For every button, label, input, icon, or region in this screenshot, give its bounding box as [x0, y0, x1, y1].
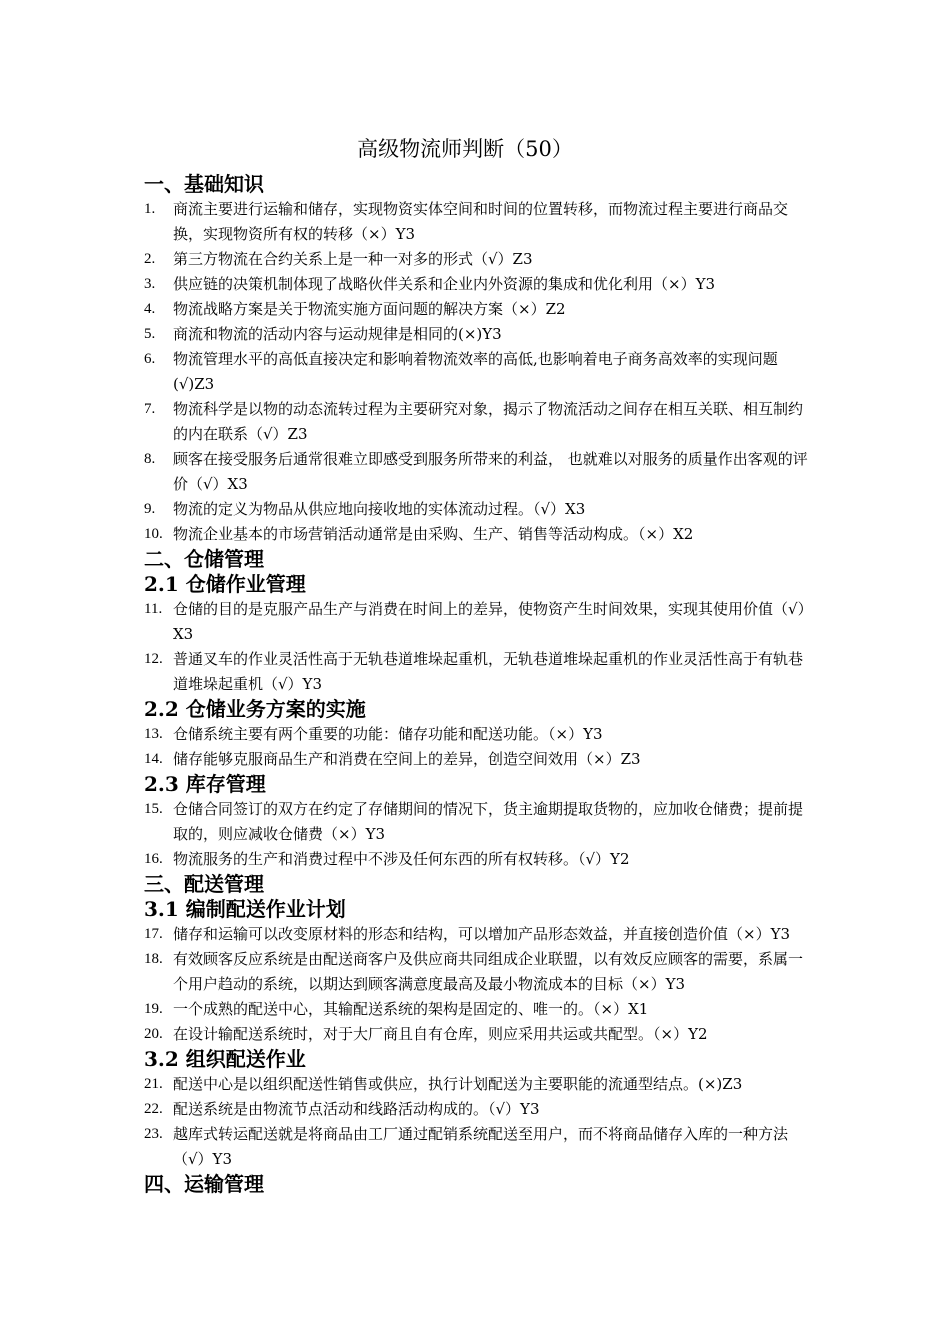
item-text: 配送系统是由物流节点活动和线路活动构成的。（√）Y3	[173, 1100, 540, 1118]
list-item	[144, 397, 812, 447]
list-item	[144, 347, 812, 397]
item-text: 仓储的目的是克服产品生产与消费在时间上的差异，使物资产生时间效果，实现其使用价值（√）X3	[173, 600, 806, 643]
list-item	[144, 322, 812, 347]
item-number: 19.	[144, 1001, 163, 1017]
section-heading: 四、运输管理	[144, 1172, 264, 1196]
list-item	[144, 197, 812, 247]
item-number: 8.	[144, 451, 156, 467]
list-item	[144, 747, 812, 772]
list-item	[144, 997, 812, 1022]
item-number: 22.	[144, 1101, 163, 1117]
section-heading: 三、配送管理	[144, 872, 264, 896]
section-heading: 2.2 仓储业务方案的实施	[144, 697, 366, 721]
item-number: 2.	[144, 251, 156, 267]
item-number: 12.	[144, 651, 163, 667]
list-item	[144, 722, 812, 747]
section-heading: 二、仓储管理	[144, 547, 264, 571]
item-number: 1.	[144, 201, 156, 217]
section-heading: 2.3 库存管理	[144, 772, 266, 796]
item-text: 物流管理水平的高低直接决定和影响着物流效率的高低,也影响着电子商务高效率的实现问题(√)Z3	[173, 350, 778, 393]
item-number: 16.	[144, 851, 163, 867]
list-item	[144, 1122, 812, 1172]
item-text: 第三方物流在合约关系上是一种一对多的形式（√）Z3	[173, 250, 533, 268]
item-number: 6.	[144, 351, 156, 367]
item-number: 11.	[144, 601, 163, 617]
item-text: 物流科学是以物的动态流转过程为主要研究对象，揭示了物流活动之间存在相互关联、相互制约的内在联系（√）Z3	[173, 400, 804, 443]
list-item	[144, 647, 812, 697]
item-number: 9.	[144, 501, 156, 517]
item-number: 3.	[144, 276, 156, 292]
section-heading: 2.1 仓储作业管理	[144, 572, 306, 596]
list-item	[144, 522, 812, 547]
item-number: 21.	[144, 1076, 163, 1092]
item-number: 18.	[144, 951, 163, 967]
item-text: 一个成熟的配送中心，其输配送系统的架构是固定的、唯一的。（×）X1	[173, 1000, 649, 1018]
item-text: 仓储合同签订的双方在约定了存储期间的情况下，货主逾期提取货物的，应加收仓储费；提前提取的，则应减收仓储费（×）Y3	[173, 800, 804, 843]
list-item	[144, 447, 812, 497]
list-item	[144, 1097, 812, 1122]
list-item	[144, 297, 812, 322]
list-item	[144, 247, 812, 272]
list-item	[144, 272, 812, 297]
item-text: 越库式转运配送就是将商品由工厂通过配销系统配送至用户，而不将商品储存入库的一种方法（√）Y3	[173, 1125, 789, 1168]
item-text: 普通叉车的作业灵活性高于无轨巷道堆垛起重机，无轨巷道堆垛起重机的作业灵活性高于有轨巷道堆垛起重机（√）Y3	[173, 650, 804, 693]
item-text: 物流的定义为物品从供应地向接收地的实体流动过程。（√）X3	[173, 500, 586, 518]
item-number: 5.	[144, 326, 156, 342]
item-text: 物流服务的生产和消费过程中不涉及任何东西的所有权转移。（√）Y2	[173, 850, 630, 868]
list-item	[144, 497, 812, 522]
item-number: 10.	[144, 526, 163, 542]
item-text: 储存能够克服商品生产和消费在空间上的差异，创造空间效用（×）Z3	[173, 750, 641, 768]
item-text: 物流企业基本的市场营销活动通常是由采购、生产、销售等活动构成。（×）X2	[173, 525, 694, 543]
item-text: 商流和物流的活动内容与运动规律是相同的(×)Y3	[173, 325, 502, 343]
list-item	[144, 797, 812, 847]
item-text: 仓储系统主要有两个重要的功能：储存功能和配送功能。（×）Y3	[173, 725, 603, 743]
item-text: 储存和运输可以改变原材料的形态和结构，可以增加产品形态效益，并直接创造价值（×）Y3	[173, 925, 791, 943]
list-item	[144, 597, 812, 647]
item-text: 配送中心是以组织配送性销售或供应，执行计划配送为主要职能的流通型结点。(×)Z3	[173, 1075, 743, 1093]
item-number: 15.	[144, 801, 163, 817]
list-item	[144, 922, 812, 947]
section-heading: 3.2 组织配送作业	[144, 1047, 306, 1071]
item-text: 商流主要进行运输和储存，实现物资实体空间和时间的位置转移，而物流过程主要进行商品交换，实现物资所有权的转移（×）Y3	[173, 200, 789, 243]
item-text: 供应链的决策机制体现了战略伙伴关系和企业内外资源的集成和优化利用（×）Y3	[173, 275, 716, 293]
item-text: 物流战略方案是关于物流实施方面问题的解决方案（×）Z2	[173, 300, 566, 318]
item-number: 23.	[144, 1126, 163, 1142]
list-item	[144, 1072, 812, 1097]
section-heading: 一、基础知识	[144, 172, 264, 196]
section-heading: 3.1 编制配送作业计划	[144, 897, 346, 921]
item-text: 有效顾客反应系统是由配送商客户及供应商共同组成企业联盟，以有效反应顾客的需要，系属一个用户趋动的系统，以期达到顾客满意度最高及最小物流成本的目标（×）Y3	[173, 950, 804, 993]
item-text: 在设计输配送系统时，对于大厂商且自有仓库，则应采用共运或共配型。（×）Y2	[173, 1025, 708, 1043]
item-number: 14.	[144, 751, 163, 767]
item-number: 20.	[144, 1026, 163, 1042]
document-body	[144, 172, 812, 1197]
item-number: 7.	[144, 401, 156, 417]
item-text: 顾客在接受服务后通常很难立即感受到服务所带来的利益， 也就难以对服务的质量作出客观的评价（√）X3	[173, 450, 808, 493]
item-number: 17.	[144, 926, 163, 942]
list-item	[144, 1022, 812, 1047]
list-item	[144, 847, 812, 872]
list-item	[144, 947, 812, 997]
item-number: 13.	[144, 726, 163, 742]
item-number: 4.	[144, 301, 156, 317]
document-title: 高级物流师判断（50）	[357, 137, 573, 161]
